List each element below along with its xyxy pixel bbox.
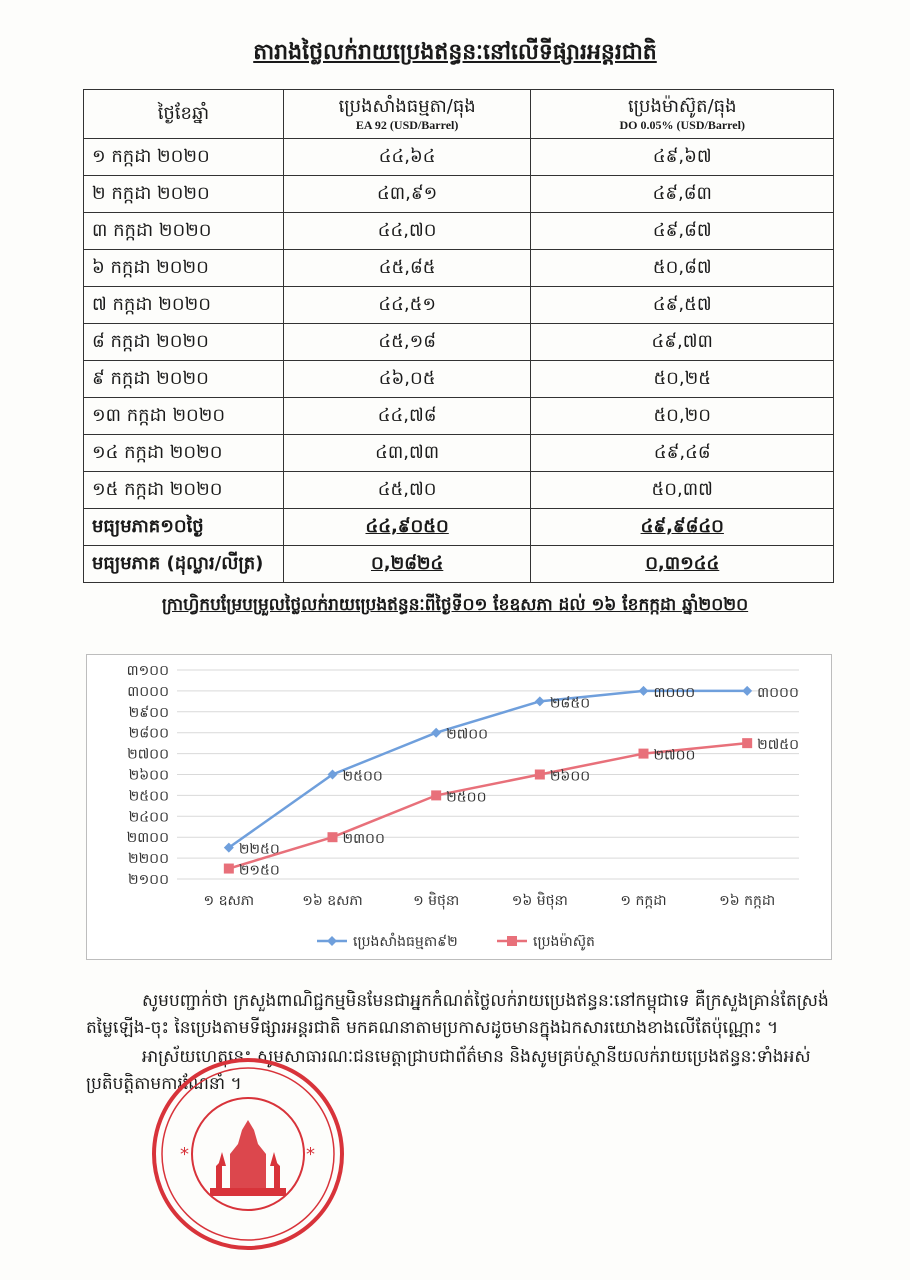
gasoline-cell: ៤៥,១៨ [283, 324, 531, 361]
legend-marker [327, 936, 337, 946]
ministry-seal [150, 1056, 346, 1252]
price-table [83, 89, 834, 583]
y-tick-label: ២៤០០ [128, 809, 169, 826]
data-label: ២៣០០ [342, 831, 385, 848]
table-row [84, 435, 834, 472]
gasoline-cell: ៤៤,៧០ [283, 213, 531, 250]
data-point [431, 728, 441, 738]
gasoline-cell: ៤៥,៧០ [283, 472, 531, 509]
table-row [84, 176, 834, 213]
data-label: ២១៥០ [238, 862, 280, 879]
data-point [535, 696, 545, 706]
diesel-cell: ៥០,២០ [531, 398, 834, 435]
y-tick-label: ២៥០០ [128, 788, 169, 805]
row-label: មធ្យមភាគ១០ថ្ងៃ [84, 509, 284, 546]
data-label: ២៥០០ [342, 768, 383, 785]
table-row [84, 472, 834, 509]
gasoline-cell: ៤៥,៨៥ [283, 250, 531, 287]
diesel-cell: ៤៩,៤៨ [531, 435, 834, 472]
x-tick-label: ១ មិថុនា [413, 893, 460, 909]
data-label: ៣០០០ [653, 684, 696, 701]
date-cell: ៩ កក្កដា ២០២០ [84, 361, 284, 398]
data-point [742, 738, 752, 748]
data-point [535, 770, 545, 780]
data-label: ២៧០០ [446, 726, 489, 743]
legend-label: ប្រេងម៉ាស៊ូត [533, 934, 595, 950]
gasoline-column-header: ប្រេងសាំងធម្មតា/ធុង EA 92 (USD/Barrel) [283, 90, 531, 139]
gasoline-per-liter: ០,២៨២៤ [283, 546, 531, 583]
legend-label: ប្រេងសាំងធម្មតា៩២ [353, 934, 458, 950]
gasoline-cell: ៤៤,៥១ [283, 287, 531, 324]
diesel-unit: DO 0.05% (USD/Barrel) [619, 117, 745, 132]
date-column-header: ថ្ងៃខែឆ្នាំ [84, 90, 284, 139]
document-title: តារាងថ្លៃលក់រាយប្រេងឥន្ធនៈនៅលើទីផ្សារអន្តរជាតិ [253, 40, 657, 65]
data-point [328, 832, 338, 842]
date-cell: ១ កក្កដា ២០២០ [84, 139, 284, 176]
y-tick-label: ២១០០ [127, 872, 169, 888]
diesel-cell: ៤៩,៧៣ [531, 324, 834, 361]
data-point [639, 749, 649, 759]
instruction-paragraph: អាស្រ័យហេតុនេះ សូមសាធារណៈជនមេត្តាជ្រាបជាព័ត៌មាន និងសូមគ្រប់ស្ថានីយលក់រាយប្រេងឥន្ធនៈទាំងអស់ ប្រតិបត្តិតាមការណែនាំ ។ [86, 1047, 811, 1094]
x-tick-label: ១៦ មិថុនា [511, 893, 568, 909]
gasoline-average: ៤៤,៩០៥០ [283, 509, 531, 546]
data-point [224, 864, 234, 874]
y-tick-label: ៣១០០ [126, 663, 169, 679]
ten-day-average-row [84, 509, 834, 546]
data-label: ២៧៥០ [757, 737, 800, 754]
table-row [84, 398, 834, 435]
diesel-cell: ៥០,២៥ [531, 361, 834, 398]
legend-marker [507, 936, 517, 946]
table-row [84, 213, 834, 250]
data-label: ២៨៥០ [549, 695, 591, 712]
table-header-row [84, 90, 834, 139]
gasoline-cell: ៤៤,៦៤ [283, 139, 531, 176]
data-point [431, 790, 441, 800]
data-point [742, 686, 752, 696]
y-tick-label: ២៩០០ [128, 704, 169, 721]
price-trend-chart [86, 654, 832, 960]
y-tick-label: ៣០០០ [127, 683, 169, 700]
table-row [84, 361, 834, 398]
gasoline-unit: EA 92 (USD/Barrel) [355, 117, 459, 132]
date-cell: ១៥ កក្កដា ២០២០ [84, 472, 284, 509]
date-cell: ៦ កក្កដា ២០២០ [84, 250, 284, 287]
date-cell: ១៤ កក្កដា ២០២០ [84, 435, 284, 472]
diesel-cell: ៥០,៨៧ [531, 250, 834, 287]
per-liter-average-row [84, 546, 834, 583]
data-label: ២៦០០ [549, 768, 591, 785]
diesel-column-header: ប្រេងម៉ាស៊ូត/ធុង DO 0.05% (USD/Barrel) [531, 90, 834, 139]
row-label: មធ្យមភាគ (ដុល្លារ/លីត្រ) [84, 546, 284, 583]
data-label: ២៥០០ [446, 789, 487, 806]
diesel-cell: ៤៩,៨៣ [531, 176, 834, 213]
data-label: ២៧០០ [653, 747, 696, 764]
y-tick-label: ២៧០០ [127, 746, 169, 763]
svg-text:*: * [306, 1144, 315, 1165]
y-tick-label: ២៨០០ [128, 725, 169, 742]
chart-title: ក្រាហ្វិកបម្រែបម្រួលថ្លៃលក់រាយប្រេងឥន្ធនៈពីថ្ងៃទី០១ ខែឧសភា ដល់ ១៦ ខែកក្កដា ឆ្នាំ២០២០ [161, 595, 749, 615]
gasoline-cell: ៤៤,៧៨ [283, 398, 531, 435]
data-label: ៣០០០ [757, 684, 799, 701]
date-cell: ១៣ កក្កដា ២០២០ [84, 398, 284, 435]
data-label: ២២៥០ [238, 841, 280, 858]
date-cell: ៣ កក្កដា ២០២០ [84, 213, 284, 250]
chart-canvas [87, 655, 831, 959]
date-cell: ២ កក្កដា ២០២០ [84, 176, 284, 213]
diesel-cell: ៤៩,៨៧ [531, 213, 834, 250]
x-tick-label: ១៦ កក្កដា [719, 893, 776, 909]
y-tick-label: ២៣០០ [126, 830, 169, 847]
table-row [84, 250, 834, 287]
table-row [84, 287, 834, 324]
diesel-per-liter: ០,៣១៤៤ [531, 546, 834, 583]
notice-paragraph: សូមបញ្ជាក់ថា ក្រសួងពាណិជ្ជកម្មមិនមែនជាអ្នកកំណត់ថ្លៃលក់រាយប្រេងឥន្ធនៈនៅកម្ពុជាទេ គឺក្រសួងគ្រាន់តែស្រង់តម្លៃឡើង-ចុះ នៃប្រេងតាមទីផ្សារអន្តរជាតិ មកគណនាតាមប្រកាសដូចមានក្នុងឯកសារយោងខាងលើតែប៉ុណ្ណោះ ។ [86, 991, 829, 1038]
y-tick-label: ២៦០០ [128, 767, 169, 784]
diesel-cell: ៥០,៣៧ [531, 472, 834, 509]
diesel-average: ៤៩,៩៨៤០ [531, 509, 834, 546]
table-row [84, 139, 834, 176]
svg-text:*: * [180, 1144, 189, 1165]
date-cell: ៧ កក្កដា ២០២០ [84, 287, 284, 324]
x-tick-label: ១ ឧសភា [203, 893, 255, 909]
x-tick-label: ១៦ ឧសភា [302, 893, 363, 909]
x-tick-label: ១ កក្កដា [620, 893, 667, 909]
date-cell: ៨ កក្កដា ២០២០ [84, 324, 284, 361]
series-line-1 [229, 691, 747, 848]
gasoline-cell: ៤៦,០៥ [283, 361, 531, 398]
y-tick-label: ២២០០ [127, 851, 169, 868]
diesel-cell: ៤៩,៦៧ [531, 139, 834, 176]
gasoline-cell: ៤៣,៧៣ [283, 435, 531, 472]
table-row [84, 324, 834, 361]
data-point [639, 686, 649, 696]
diesel-cell: ៤៩,៥៧ [531, 287, 834, 324]
gasoline-cell: ៤៣,៩១ [283, 176, 531, 213]
